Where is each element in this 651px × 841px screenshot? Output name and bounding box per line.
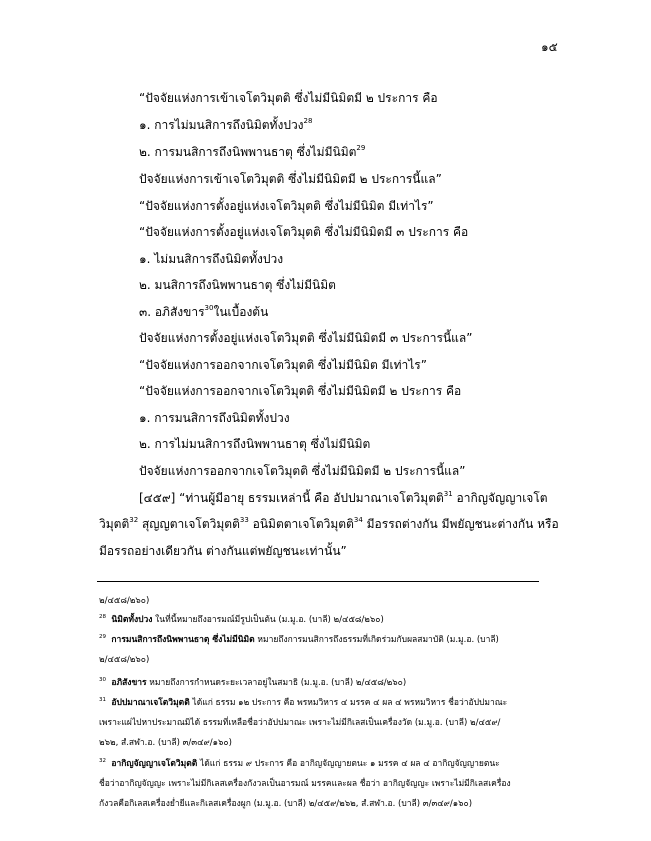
body-line-13: ๑. การมนสิการถึงนิมิตทั้งปวง <box>139 411 290 425</box>
footnote-30-text: หมายถึงการกำหนดระยะเวลาอยู่ในสมาธิ (ม.มู.อ. (บาลี) ๒/๔๕๘/๒๖๐) <box>146 678 407 688</box>
footnote-29-term: การมนสิการถึงนิพพานธาตุ ซึ่งไม่มีนิมิต <box>111 635 255 645</box>
footnote-32-text: ได้แก่ ธรรม ๙ ประการ คือ อากิญจัญญายตนะ ๑ มรรค ๔ ผล ๔ อากิญจัญญายตนะ <box>197 759 500 769</box>
body-line-6: “ปัจจัยแห่งการตั้งอยู่แห่งเจโตวิมุตติ ซึ่งไม่มีนิมิตมี ๓ ประการ คือ <box>139 225 469 239</box>
body-line-7: ๑. ไม่มนสิการถึงนิมิตทั้งปวง <box>139 252 284 266</box>
body-line-5: “ปัจจัยแห่งการตั้งอยู่แห่งเจโตวิมุตติ ซึ่งไม่มีนิมิต มีเท่าไร” <box>139 199 434 213</box>
body-line-8: ๒. มนสิการถึงนิพพานธาตุ ซึ่งไม่มีนิมิต <box>139 278 336 292</box>
footnote-32-line-3: กังวลคือกิเลสเครื่องย่ำยีและกิเลสเครื่องผูก (ม.มู.อ. (บาลี) ๒/๔๕๙/๒๖๒, สํ.สฬา.อ. (บาลี) ๓/๓๔๙/๑๖๐) <box>99 799 473 809</box>
footnote-ref-31[interactable]: 31 <box>443 490 453 498</box>
body-line-16-text-b: อากิญจัญญาเจโต <box>452 491 548 505</box>
body-line-3 <box>139 144 365 160</box>
footnote-32-line-2: ชื่อว่าอากิญจัญญะ เพราะไม่มีกิเลสเครื่องกังวลเป็นอารมณ์ มรรคและผล ชื่อว่า อากิญจัญญะ เพราะไม่มีกิเลสเครื่อง <box>99 779 511 789</box>
footnote-28-term: นิมิตทั้งปวง <box>111 615 153 625</box>
body-line-16-text-a: [๔๕๙] “ท่านผู้มีอายุ ธรรมเหล่านี้ คือ อัปปมาณาเจโตวิมุตติ <box>139 491 444 505</box>
footnote-31-line-3: ๒๖๒, สํ.สฬา.อ. (บาลี) ๓/๓๔๙/๑๖๐) <box>99 738 232 748</box>
footnote-29-text: หมายถึงการมนสิการถึงธรรมที่เกิดร่วมกับผลสมาบัติ (ม.มู.อ. (บาลี) <box>254 635 499 645</box>
footnote-30-term: อภิสังขาร <box>111 678 147 688</box>
body-line-14: ๒. การไม่มนสิการถึงนิพพานธาตุ ซึ่งไม่มีนิมิต <box>139 437 371 451</box>
body-line-9-text-b: ในเบื้องต้น <box>213 305 269 319</box>
body-line-17 <box>99 516 559 532</box>
body-line-9-text-a: ๓. อภิสังขาร <box>139 305 205 319</box>
body-line-11: “ปัจจัยแห่งการออกจากเจโตวิมุตติ ซึ่งไม่มีนิมิต มีเท่าไร” <box>139 358 427 372</box>
footnote-ref-32[interactable]: 32 <box>129 516 139 524</box>
body-line-17-text-d: มีอรรถต่างกัน มีพยัญชนะต่างกัน หรือ <box>362 517 559 531</box>
footnote-28-text: ในที่นี้หมายถึงอารมณ์มีรูปเป็นต้น (ม.มู.อ. (บาลี) ๒/๔๕๘/๒๖๐) <box>152 615 384 625</box>
footnote-31 <box>99 697 507 709</box>
footnote-ref-33[interactable]: 33 <box>239 516 249 524</box>
footnote-continuation: ๒/๔๕๘/๒๖๐) <box>99 596 150 606</box>
page-number: ๑๕ <box>541 40 558 54</box>
body-line-17-text-b: สุญญตาเจโตวิมุตติ <box>138 517 240 531</box>
body-line-16 <box>139 490 548 506</box>
body-line-18: มีอรรถอย่างเดียวกัน ต่างกันแต่พยัญชนะเท่านั้น” <box>99 544 347 558</box>
footnote-29 <box>99 634 499 646</box>
footnote-28 <box>99 614 384 626</box>
footnote-ref-30[interactable]: 30 <box>204 304 214 312</box>
body-line-9 <box>139 304 268 320</box>
body-line-4: ปัจจัยแห่งการเข้าเจโตวิมุตติ ซึ่งไม่มีนิมิตมี ๒ ประการนี้แล” <box>139 172 442 186</box>
body-line-1: “ปัจจัยแห่งการเข้าเจโตวิมุตติ ซึ่งไม่มีนิมิตมี ๒ ประการ คือ <box>139 91 438 105</box>
footnote-32-term: อากิญจัญญาเจโตวิมุตติ <box>111 759 198 769</box>
body-line-10: ปัจจัยแห่งการตั้งอยู่แห่งเจโตวิมุตติ ซึ่งไม่มีนิมิตมี ๓ ประการนี้แล” <box>139 331 473 345</box>
body-line-3-text: ๒. การมนสิการถึงนิพพานธาตุ ซึ่งไม่มีนิมิต <box>139 145 357 159</box>
footnote-32 <box>99 758 500 770</box>
footnote-30-number: 30 <box>99 677 106 683</box>
body-line-15: ปัจจัยแห่งการออกจากเจโตวิมุตติ ซึ่งไม่มีนิมิตมี ๒ ประการนี้แล” <box>139 464 466 478</box>
footnote-ref-29[interactable]: 29 <box>356 144 366 152</box>
footnote-divider <box>97 581 539 582</box>
footnote-29-continuation: ๒/๔๕๘/๒๖๐) <box>99 655 150 665</box>
body-line-12: “ปัจจัยแห่งการออกจากเจโตวิมุตติ ซึ่งไม่มีนิมิตมี ๒ ประการ คือ <box>139 384 462 398</box>
footnote-31-number: 31 <box>99 697 106 703</box>
footnote-31-line-2: เพราะแผ่ไปหาประมาณมิได้ ธรรมที่เหลือชื่อว่าอัปปมาณะ เพราะไม่มีกิเลสเป็นเครื่องวัด (ม.มู.อ. (บาลี) ๒/๔๕๙/ <box>99 718 501 728</box>
footnote-29-number: 29 <box>99 634 106 640</box>
body-line-17-text-c: อนิมิตตาเจโตวิมุตติ <box>248 517 354 531</box>
footnote-31-text: ได้แก่ ธรรม ๑๒ ประการ คือ พรหมวิหาร ๔ มรรค ๔ ผล ๔ พรหมวิหาร ชื่อว่าอัปปมาณะ <box>189 698 508 708</box>
footnote-31-term: อัปปมาณาเจโตวิมุตติ <box>111 698 190 708</box>
body-line-2-text: ๑. การไม่มนสิการถึงนิมิตทั้งปวง <box>139 118 304 132</box>
footnote-30 <box>99 677 406 689</box>
footnote-ref-28[interactable]: 28 <box>303 117 313 125</box>
footnote-ref-34[interactable]: 34 <box>353 516 363 524</box>
footnote-28-number: 28 <box>99 614 106 620</box>
body-line-2 <box>139 117 312 133</box>
footnote-32-number: 32 <box>99 758 106 764</box>
body-line-17-text-a: วิมุตติ <box>99 517 130 531</box>
